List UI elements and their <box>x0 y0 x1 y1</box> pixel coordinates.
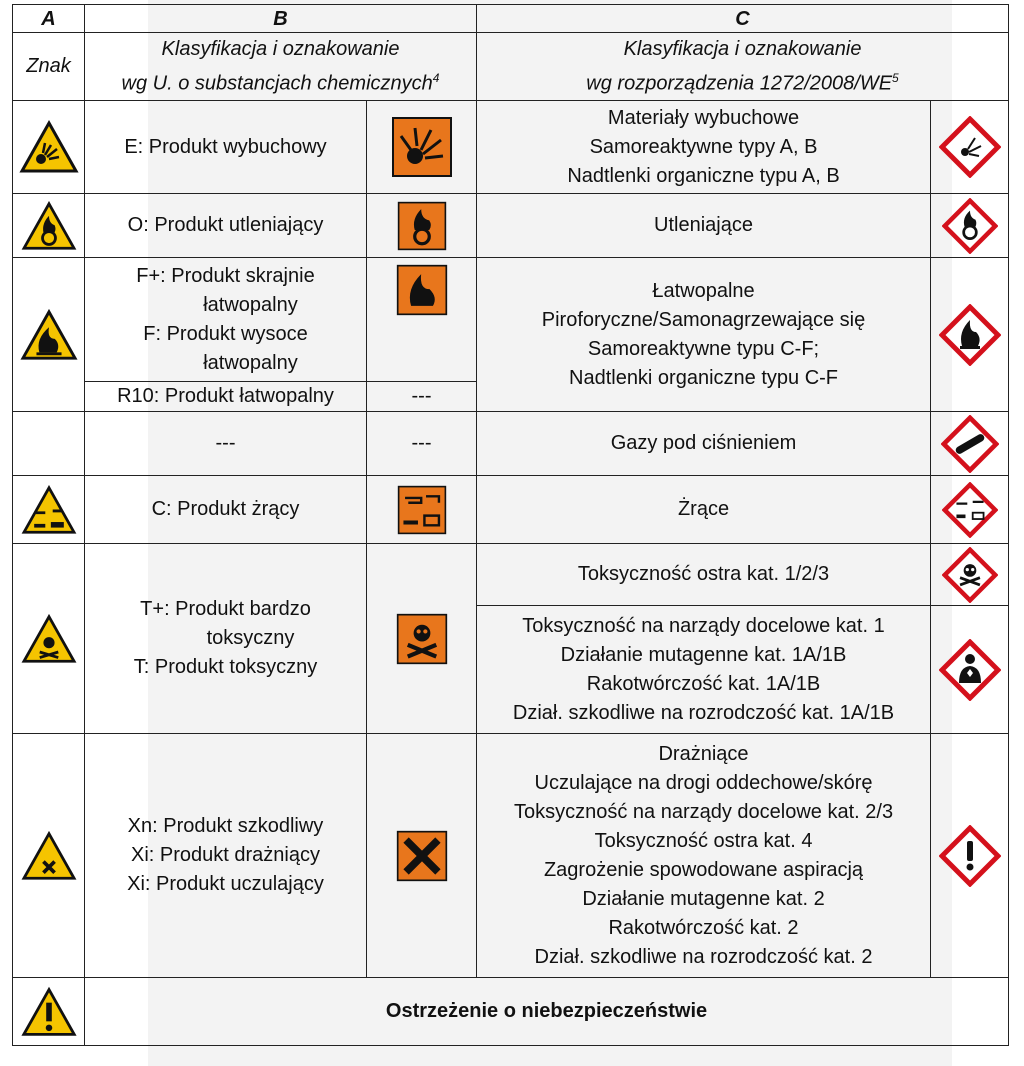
corrosive-triangle-icon <box>13 476 85 544</box>
toxic-c1-text: Toksyczność ostra kat. 1/2/3 <box>477 544 931 606</box>
gas-b-symbol: --- <box>367 412 477 476</box>
harmful-triangle-icon <box>13 734 85 978</box>
header-c-footnote: 5 <box>892 70 899 85</box>
explosive-c-text <box>477 101 931 194</box>
toxic-orange-icon <box>367 544 477 734</box>
flammable-c-text <box>477 258 931 412</box>
row-flammable <box>13 258 1009 382</box>
explosive-triangle-icon <box>13 101 85 194</box>
flammable-r10-text: R10: Produkt łatwopalny <box>85 382 367 412</box>
flammable-c-line: Łatwopalne <box>652 279 755 302</box>
harmful-orange-icon <box>367 734 477 978</box>
ghs-explosive-icon <box>931 101 1009 194</box>
warning-triangle-icon <box>13 978 85 1046</box>
flammable-b-text <box>85 258 367 382</box>
toxic-c2-line: Dział. szkodliwe na rozrodczość kat. 1A/1B <box>512 701 895 724</box>
header-b-line1: Klasyfikacja i oznakowanie <box>161 37 400 60</box>
corrosive-orange-icon <box>367 476 477 544</box>
toxic-b-text <box>85 544 367 734</box>
toxic-b-line: T: Produkt toksyczny <box>133 656 318 678</box>
header-col-b: B <box>85 5 477 33</box>
toxic-b-line: T+: Produkt bardzo <box>140 598 311 620</box>
gas-empty-cell <box>13 412 85 476</box>
header-znak: Znak <box>13 33 85 101</box>
row-explosive <box>13 101 1009 194</box>
row-corrosive <box>13 476 1009 544</box>
harmful-c-line: Dział. szkodliwe na rozrodczość kat. 2 <box>534 945 873 968</box>
gas-c-text: Gazy pod ciśnieniem <box>477 412 931 476</box>
ghs-oxidizing-icon <box>931 194 1009 258</box>
harmful-b-line: Xi: Produkt uczulający <box>127 873 324 895</box>
warning-text: Ostrzeżenie o niebezpieczeństwie <box>85 978 1009 1046</box>
header-row-letters <box>13 5 1009 33</box>
flammable-c-line: Nadtlenki organiczne typu C-F <box>569 366 839 389</box>
flammable-b-line: F: Produkt wysoce <box>143 322 308 345</box>
flammable-c-line: Piroforyczne/Samonagrzewające się <box>541 308 866 331</box>
header-col-c: C <box>477 5 1009 33</box>
ghs-gas-cylinder-icon <box>931 412 1009 476</box>
oxidizing-b-text: O: Produkt utleniający <box>85 194 367 258</box>
header-c-title <box>477 33 1009 101</box>
harmful-c-line: Drażniące <box>658 742 749 765</box>
header-b-footnote: 4 <box>432 70 440 85</box>
explosive-orange-icon <box>367 101 477 194</box>
header-b-line2: wg U. o substancjach chemicznych <box>121 72 433 95</box>
flammable-b-line: F+: Produkt skrajnie <box>136 264 315 287</box>
row-harmful <box>13 734 1009 978</box>
gas-b-text: --- <box>85 412 367 476</box>
ghs-flammable-icon <box>931 258 1009 412</box>
explosive-c-line: Nadtlenki organiczne typu A, B <box>567 164 840 187</box>
ghs-health-hazard-icon <box>931 606 1009 734</box>
toxic-c2-line: Rakotwórczość kat. 1A/1B <box>586 672 821 695</box>
header-b-title <box>85 33 477 101</box>
row-warning <box>13 978 1009 1046</box>
harmful-b-text <box>85 734 367 978</box>
harmful-b-line: Xi: Produkt drażniący <box>131 844 320 866</box>
oxidizing-orange-icon <box>367 194 477 258</box>
harmful-c-line: Toksyczność na narządy docelowe kat. 2/3 <box>513 800 894 823</box>
oxidizing-c-text: Utleniające <box>477 194 931 258</box>
header-c-line1: Klasyfikacja i oznakowanie <box>623 37 862 60</box>
row-oxidizing <box>13 194 1009 258</box>
flammable-b-line: łatwopalny <box>203 293 298 316</box>
row-toxic-acute <box>13 544 1009 606</box>
header-col-a: A <box>13 5 85 33</box>
harmful-c-line: Zagrożenie spowodowane aspiracją <box>543 858 864 881</box>
ghs-skull-icon <box>931 544 1009 606</box>
corrosive-c-text: Żrące <box>477 476 931 544</box>
toxic-triangle-icon <box>13 544 85 734</box>
explosive-c-line: Samoreaktywne typy A, B <box>589 135 818 158</box>
hazard-classification-table <box>12 4 1009 1046</box>
header-b-line2-wrap <box>85 64 476 99</box>
flammable-orange-icon <box>367 258 477 382</box>
toxic-c2-line: Działanie mutagenne kat. 1A/1B <box>560 643 847 666</box>
harmful-c-text <box>477 734 931 978</box>
harmful-b-line: Xn: Produkt szkodliwy <box>127 815 324 837</box>
toxic-b-line: toksyczny <box>206 627 295 649</box>
harmful-c-line: Uczulające na drogi oddechowe/skórę <box>534 771 873 794</box>
header-c-line2-wrap <box>477 64 1008 99</box>
ghs-corrosive-icon <box>931 476 1009 544</box>
harmful-c-line: Działanie mutagenne kat. 2 <box>582 887 825 910</box>
flammable-r10-symbol: --- <box>367 382 477 412</box>
corrosive-b-text: C: Produkt żrący <box>85 476 367 544</box>
harmful-c-line: Toksyczność ostra kat. 4 <box>594 829 813 852</box>
ghs-exclamation-icon <box>931 734 1009 978</box>
oxidizing-triangle-icon <box>13 194 85 258</box>
flammable-triangle-icon <box>13 258 85 412</box>
harmful-c-line: Rakotwórczość kat. 2 <box>608 916 799 939</box>
explosive-b-text: E: Produkt wybuchowy <box>85 101 367 194</box>
flammable-c-line: Samoreaktywne typu C-F; <box>587 337 820 360</box>
header-row-titles <box>13 33 1009 101</box>
explosive-c-line: Materiały wybuchowe <box>607 106 800 129</box>
flammable-b-line: łatwopalny <box>203 351 298 374</box>
toxic-c2-text <box>477 606 931 734</box>
row-gas <box>13 412 1009 476</box>
header-c-line2: wg rozporządzenia 1272/2008/WE <box>586 72 893 95</box>
toxic-c2-line: Toksyczność na narządy docelowe kat. 1 <box>522 614 885 637</box>
